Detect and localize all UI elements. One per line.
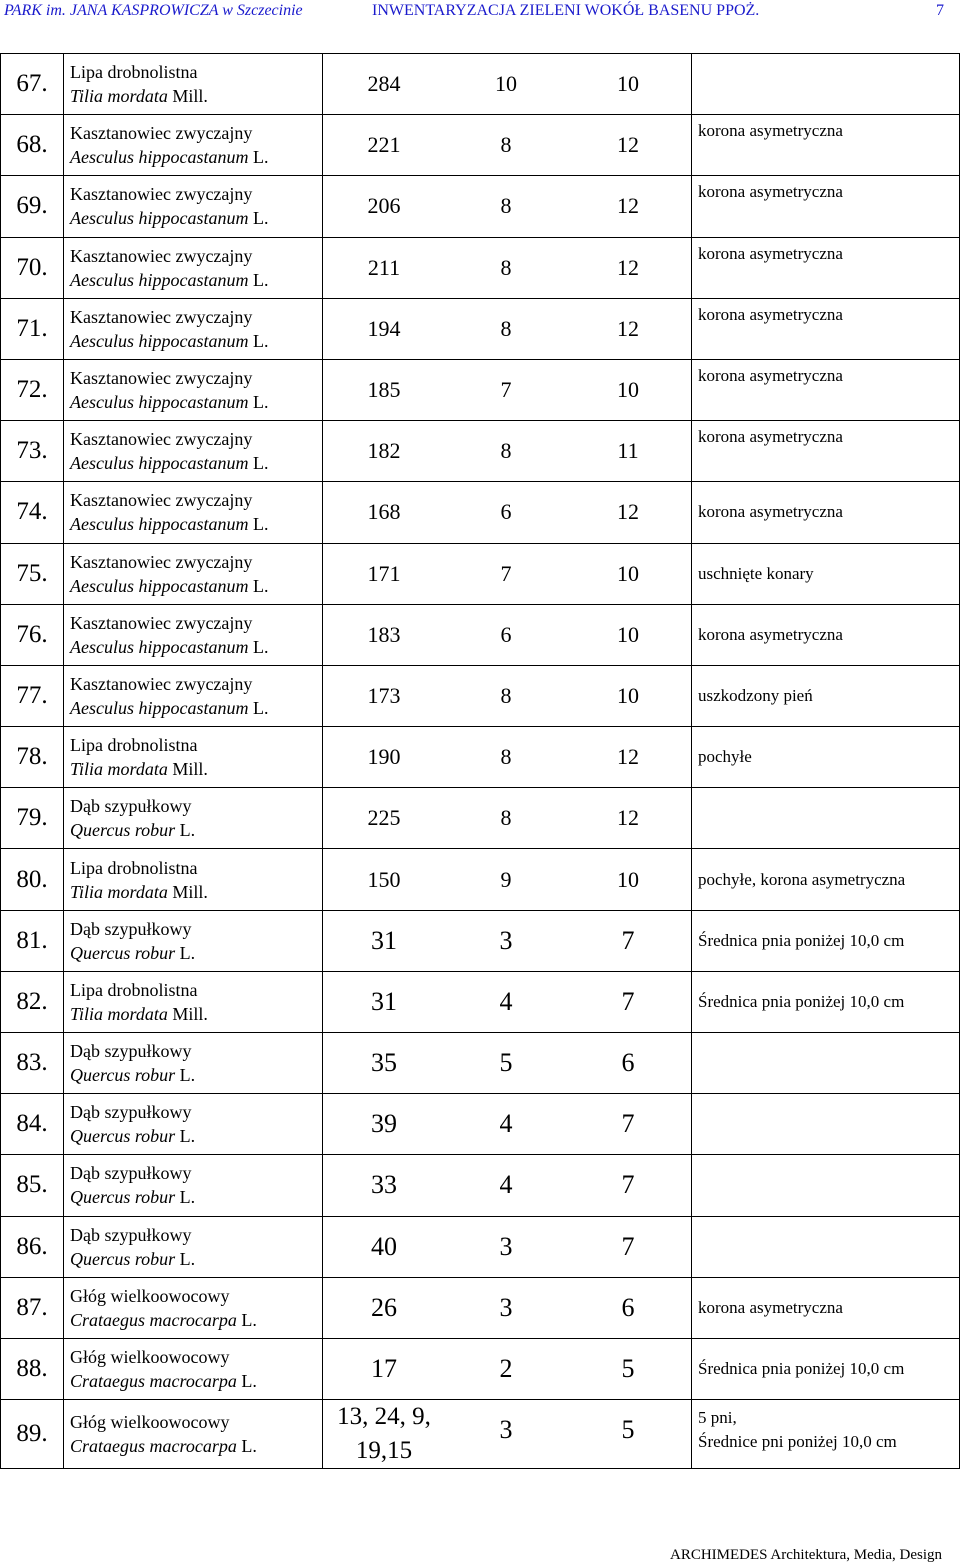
- tree-number: 72.: [1, 359, 64, 420]
- species-author: Mill.: [172, 881, 208, 902]
- species-cell: [64, 1216, 323, 1277]
- species-author: L.: [252, 330, 269, 351]
- trunk-circumference: 173: [367, 682, 401, 708]
- species-latin-name: Crataegus macrocarpa: [70, 1309, 237, 1330]
- crown-diameter: 6: [621, 1292, 635, 1322]
- species-latin-name: Quercus robur: [70, 820, 176, 841]
- crown-diameter: 12: [617, 315, 639, 341]
- remarks-cell: [692, 54, 960, 115]
- species-latin-name: Tilia mordata: [70, 86, 168, 107]
- table-row: [1, 788, 960, 849]
- page-footer: ARCHIMEDES Architektura, Media, Design: [670, 1547, 943, 1563]
- species-latin-line: [70, 1434, 322, 1458]
- tree-height: 3: [499, 1292, 513, 1322]
- tree-height: 8: [500, 438, 512, 464]
- crown-diameter: 7: [621, 925, 635, 955]
- species-latin-line: [70, 145, 322, 169]
- tree-number: 87.: [1, 1277, 64, 1338]
- tree-number: 71.: [1, 298, 64, 359]
- species-author: L.: [179, 820, 196, 841]
- table-row: [1, 665, 960, 726]
- species-latin-line: [70, 329, 322, 353]
- species-cell: [64, 482, 323, 543]
- species-polish-name: Lipa drobnolistna: [70, 857, 198, 878]
- measurements-cell: [323, 421, 692, 482]
- tree-height: 8: [500, 193, 512, 219]
- species-author: L.: [252, 575, 269, 596]
- species-latin-name: Tilia mordata: [70, 759, 168, 780]
- table-row: [1, 910, 960, 971]
- table-row: [1, 727, 960, 788]
- crown-diameter: 10: [617, 682, 639, 708]
- species-latin-name: Aesculus hippocastanum: [70, 208, 249, 229]
- species-author: Mill.: [172, 86, 208, 107]
- species-polish-name: Głóg wielkoowocowy: [70, 1412, 230, 1433]
- table-row: [1, 543, 960, 604]
- remarks-cell: uszkodzony pień: [692, 665, 960, 726]
- species-cell: [64, 421, 323, 482]
- species-polish-name: Kasztanowiec zwyczajny: [70, 551, 253, 572]
- tree-number: 85.: [1, 1155, 64, 1216]
- species-cell: [64, 910, 323, 971]
- species-polish-name: Lipa drobnolistna: [70, 62, 198, 83]
- trunk-circumference: 35: [371, 1048, 397, 1078]
- species-latin-line: [70, 941, 322, 965]
- species-polish-name: Dąb szypułkowy: [70, 918, 192, 939]
- species-polish-name: Lipa drobnolistna: [70, 979, 198, 1000]
- trunk-circumference: 40: [371, 1231, 397, 1261]
- species-latin-name: Quercus robur: [70, 942, 176, 963]
- remarks-cell: uschnięte konary: [692, 543, 960, 604]
- species-polish-name: Kasztanowiec zwyczajny: [70, 612, 253, 633]
- species-author: L.: [179, 1248, 196, 1269]
- trunk-circumference: 31: [371, 986, 397, 1016]
- species-author: L.: [252, 636, 269, 657]
- trunk-circumference-line-2: 19,15: [355, 1437, 413, 1465]
- measurements-cell: [323, 298, 692, 359]
- crown-diameter: 12: [617, 744, 639, 770]
- remarks-cell: [692, 1033, 960, 1094]
- trunk-circumference: 190: [367, 744, 401, 770]
- trunk-circumference: 39: [371, 1109, 397, 1139]
- remarks-cell: [692, 1216, 960, 1277]
- tree-number: 76.: [1, 604, 64, 665]
- tree-height: 6: [500, 499, 512, 525]
- species-latin-line: [70, 268, 322, 292]
- species-latin-line: [70, 574, 322, 598]
- trunk-circumference: 171: [367, 560, 401, 586]
- species-author: L.: [252, 697, 269, 718]
- trunk-circumference: 182: [367, 438, 401, 464]
- tree-number: 84.: [1, 1094, 64, 1155]
- table-row: [1, 1400, 960, 1469]
- tree-height: 8: [500, 132, 512, 158]
- species-author: L.: [252, 208, 269, 229]
- crown-diameter: 12: [617, 193, 639, 219]
- species-latin-line: [70, 696, 322, 720]
- header-park-name: PARK im. JANA KASPROWICZA w Szczecinie: [4, 2, 303, 19]
- crown-diameter: 12: [617, 132, 639, 158]
- species-cell: [64, 115, 323, 176]
- species-latin-name: Aesculus hippocastanum: [70, 697, 249, 718]
- measurements-cell: [323, 237, 692, 298]
- measurements-cell: [323, 1155, 692, 1216]
- remarks-cell: Średnica pnia poniżej 10,0 cm: [692, 1338, 960, 1399]
- species-latin-name: Crataegus macrocarpa: [70, 1371, 237, 1392]
- table-row: [1, 54, 960, 115]
- page-header: [0, 0, 960, 22]
- remarks-cell: [692, 1094, 960, 1155]
- species-latin-name: Crataegus macrocarpa: [70, 1436, 237, 1457]
- species-polish-name: Kasztanowiec zwyczajny: [70, 306, 253, 327]
- tree-number: 70.: [1, 237, 64, 298]
- crown-diameter: 10: [617, 377, 639, 403]
- trunk-circumference: 168: [367, 499, 401, 525]
- species-author: L.: [179, 1187, 196, 1208]
- table-row: [1, 237, 960, 298]
- measurements-cell: [323, 115, 692, 176]
- table-row: [1, 1033, 960, 1094]
- species-author: L.: [179, 942, 196, 963]
- measurements-cell: [323, 604, 692, 665]
- species-cell: [64, 1155, 323, 1216]
- crown-diameter: 7: [621, 1170, 635, 1200]
- measurements-cell: [323, 910, 692, 971]
- species-latin-name: Aesculus hippocastanum: [70, 269, 249, 290]
- species-latin-line: [70, 451, 322, 475]
- remarks-cell: korona asymetryczna: [692, 421, 960, 482]
- remarks-cell: korona asymetryczna: [692, 115, 960, 176]
- species-polish-name: Dąb szypułkowy: [70, 796, 192, 817]
- table-row: [1, 359, 960, 420]
- tree-height: 10: [495, 71, 517, 97]
- species-latin-line: [70, 512, 322, 536]
- table-row: [1, 1216, 960, 1277]
- species-latin-name: Aesculus hippocastanum: [70, 514, 249, 535]
- tree-height: 8: [500, 744, 512, 770]
- species-polish-name: Kasztanowiec zwyczajny: [70, 368, 253, 389]
- crown-diameter: 10: [617, 866, 639, 892]
- tree-number: 81.: [1, 910, 64, 971]
- species-polish-name: Głóg wielkoowocowy: [70, 1347, 230, 1368]
- measurements-cell: [323, 1216, 692, 1277]
- table-row: [1, 115, 960, 176]
- species-latin-name: Aesculus hippocastanum: [70, 575, 249, 596]
- species-cell: [64, 665, 323, 726]
- species-polish-name: Dąb szypułkowy: [70, 1224, 192, 1245]
- measurements-cell: [323, 971, 692, 1032]
- species-latin-name: Tilia mordata: [70, 1003, 168, 1024]
- species-latin-name: Aesculus hippocastanum: [70, 636, 249, 657]
- species-author: L.: [252, 453, 269, 474]
- species-cell: [64, 359, 323, 420]
- table-row: [1, 1155, 960, 1216]
- species-cell: [64, 727, 323, 788]
- species-author: L.: [252, 269, 269, 290]
- crown-diameter: 12: [617, 805, 639, 831]
- species-author: L.: [252, 147, 269, 168]
- tree-height: 6: [500, 621, 512, 647]
- table-row: [1, 1094, 960, 1155]
- tree-height: 4: [499, 986, 513, 1016]
- species-author: Mill.: [172, 1003, 208, 1024]
- species-author: L.: [241, 1436, 257, 1457]
- species-author: L.: [179, 1126, 196, 1147]
- species-polish-name: Dąb szypułkowy: [70, 1041, 192, 1062]
- species-cell: [64, 1400, 323, 1469]
- species-polish-name: Kasztanowiec zwyczajny: [70, 245, 253, 266]
- tree-number: 79.: [1, 788, 64, 849]
- tree-height: 8: [500, 315, 512, 341]
- species-author: Mill.: [172, 759, 208, 780]
- tree-height: 4: [499, 1170, 513, 1200]
- species-cell: [64, 1338, 323, 1399]
- species-polish-name: Kasztanowiec zwyczajny: [70, 123, 253, 144]
- tree-height: 4: [499, 1109, 513, 1139]
- species-polish-name: Kasztanowiec zwyczajny: [70, 490, 253, 511]
- tree-height: 8: [500, 682, 512, 708]
- crown-diameter: 6: [621, 1048, 635, 1078]
- species-author: L.: [241, 1371, 257, 1392]
- species-latin-line: [70, 84, 322, 108]
- measurements-cell: [323, 482, 692, 543]
- trunk-circumference: 211: [367, 254, 401, 280]
- tree-number: 73.: [1, 421, 64, 482]
- species-latin-line: [70, 1247, 322, 1271]
- table-row: [1, 176, 960, 237]
- crown-diameter: 10: [617, 71, 639, 97]
- header-document-title: INWENTARYZACJA ZIELENI WOKÓŁ BASENU PPOŻ.: [372, 2, 760, 19]
- table-row: [1, 604, 960, 665]
- tree-height: 3: [499, 1231, 513, 1261]
- species-cell: [64, 788, 323, 849]
- tree-height: 5: [499, 1048, 513, 1078]
- remarks-cell: [692, 788, 960, 849]
- species-latin-name: Quercus robur: [70, 1065, 176, 1086]
- species-latin-name: Quercus robur: [70, 1126, 176, 1147]
- crown-diameter: 5: [621, 1414, 635, 1444]
- remarks-cell: pochyłe: [692, 727, 960, 788]
- measurements-cell: [323, 1400, 692, 1469]
- tree-number: 69.: [1, 176, 64, 237]
- remarks-cell: korona asymetryczna: [692, 298, 960, 359]
- trunk-circumference: 185: [367, 377, 401, 403]
- table-row: [1, 421, 960, 482]
- species-cell: [64, 1033, 323, 1094]
- species-latin-name: Aesculus hippocastanum: [70, 453, 249, 474]
- tree-height: 3: [499, 1414, 513, 1444]
- measurements-cell: [323, 849, 692, 910]
- remarks-cell: korona asymetryczna: [692, 604, 960, 665]
- measurements-cell: [323, 1338, 692, 1399]
- species-cell: [64, 543, 323, 604]
- trunk-circumference: 26: [371, 1292, 397, 1322]
- tree-number: 86.: [1, 1216, 64, 1277]
- crown-diameter: 12: [617, 254, 639, 280]
- crown-diameter: 11: [617, 438, 639, 464]
- trunk-circumference: 183: [367, 621, 401, 647]
- species-cell: [64, 1277, 323, 1338]
- measurements-cell: [323, 788, 692, 849]
- tree-height: 8: [500, 805, 512, 831]
- trunk-circumference: 33: [371, 1170, 397, 1200]
- table-row: [1, 971, 960, 1032]
- species-latin-line: [70, 1124, 322, 1148]
- trunk-circumference: 31: [371, 925, 397, 955]
- crown-diameter: 10: [617, 621, 639, 647]
- species-latin-line: [70, 1002, 322, 1026]
- species-author: L.: [241, 1309, 257, 1330]
- tree-height: 8: [500, 254, 512, 280]
- trunk-circumference: 206: [367, 193, 401, 219]
- species-latin-line: [70, 390, 322, 414]
- species-cell: [64, 54, 323, 115]
- species-polish-name: Kasztanowiec zwyczajny: [70, 429, 253, 450]
- tree-height: 3: [499, 925, 513, 955]
- species-latin-line: [70, 1063, 322, 1087]
- remarks-cell: korona asymetryczna: [692, 1277, 960, 1338]
- crown-diameter: 7: [621, 1109, 635, 1139]
- species-polish-name: Kasztanowiec zwyczajny: [70, 184, 253, 205]
- species-latin-line: [70, 206, 322, 230]
- species-latin-name: Quercus robur: [70, 1187, 176, 1208]
- species-polish-name: Dąb szypułkowy: [70, 1102, 192, 1123]
- tree-number: 80.: [1, 849, 64, 910]
- table-row: [1, 482, 960, 543]
- species-cell: [64, 971, 323, 1032]
- remarks-cell: [692, 1155, 960, 1216]
- tree-inventory-table: [0, 53, 960, 1469]
- tree-number: 78.: [1, 727, 64, 788]
- measurements-cell: [323, 1033, 692, 1094]
- tree-number: 74.: [1, 482, 64, 543]
- species-latin-line: [70, 1185, 322, 1209]
- tree-number: 89.: [1, 1400, 64, 1469]
- table-row: [1, 849, 960, 910]
- tree-number: 83.: [1, 1033, 64, 1094]
- tree-height: 9: [500, 866, 512, 892]
- species-cell: [64, 176, 323, 237]
- species-cell: [64, 849, 323, 910]
- species-cell: [64, 604, 323, 665]
- crown-diameter: 7: [621, 1231, 635, 1261]
- trunk-circumference: 17: [371, 1354, 397, 1384]
- measurements-cell: [323, 176, 692, 237]
- trunk-circumference: 150: [367, 866, 401, 892]
- tree-height: 7: [500, 560, 512, 586]
- tree-number: 88.: [1, 1338, 64, 1399]
- table-row: [1, 1338, 960, 1399]
- crown-diameter: 12: [617, 499, 639, 525]
- trunk-circumference: 225: [367, 805, 401, 831]
- species-latin-line: [70, 1369, 322, 1393]
- tree-height: 2: [499, 1354, 513, 1384]
- species-cell: [64, 237, 323, 298]
- trunk-circumference: 194: [367, 315, 401, 341]
- measurements-cell: [323, 543, 692, 604]
- measurements-cell: [323, 727, 692, 788]
- trunk-circumference: 284: [367, 71, 401, 97]
- species-cell: [64, 1094, 323, 1155]
- page-number: 7: [936, 2, 944, 19]
- species-polish-name: Kasztanowiec zwyczajny: [70, 673, 253, 694]
- species-latin-line: [70, 818, 322, 842]
- table-row: [1, 298, 960, 359]
- measurements-cell: [323, 665, 692, 726]
- table-last-row-group: [1, 1400, 960, 1469]
- species-latin-name: Tilia mordata: [70, 881, 168, 902]
- tree-number: 82.: [1, 971, 64, 1032]
- tree-number: 67.: [1, 54, 64, 115]
- measurements-cell: [323, 54, 692, 115]
- trunk-circumference: 221: [367, 132, 401, 158]
- remarks-cell: Średnica pnia poniżej 10,0 cm: [692, 971, 960, 1032]
- crown-diameter: 7: [621, 986, 635, 1016]
- tree-number: 77.: [1, 665, 64, 726]
- tree-number: 75.: [1, 543, 64, 604]
- remarks-cell: pochyłe, korona asymetryczna: [692, 849, 960, 910]
- measurements-cell: [323, 1094, 692, 1155]
- species-author: L.: [179, 1065, 196, 1086]
- remarks-cell: korona asymetryczna: [692, 482, 960, 543]
- species-author: L.: [252, 514, 269, 535]
- remarks-cell: korona asymetryczna: [692, 237, 960, 298]
- remarks-cell: korona asymetryczna: [692, 176, 960, 237]
- remarks-cell: korona asymetryczna: [692, 359, 960, 420]
- remarks-line-1: 5 pni,: [698, 1408, 737, 1428]
- crown-diameter: 5: [621, 1354, 635, 1384]
- measurements-cell: [323, 1277, 692, 1338]
- species-latin-line: [70, 880, 322, 904]
- table-body: [1, 54, 960, 1400]
- species-latin-name: Quercus robur: [70, 1248, 176, 1269]
- trunk-circumference-line-1: 13, 24, 9,: [337, 1403, 431, 1431]
- tree-height: 7: [500, 377, 512, 403]
- species-latin-name: Aesculus hippocastanum: [70, 330, 249, 351]
- tree-number: 68.: [1, 115, 64, 176]
- trunk-circumference: [323, 1400, 445, 1468]
- species-author: L.: [252, 392, 269, 413]
- remarks-line-2: Średnice pni poniżej 10,0 cm: [698, 1432, 897, 1452]
- species-latin-line: [70, 757, 322, 781]
- measurements-cell: [323, 359, 692, 420]
- species-latin-line: [70, 1308, 322, 1332]
- species-latin-name: Aesculus hippocastanum: [70, 392, 249, 413]
- species-polish-name: Lipa drobnolistna: [70, 735, 198, 756]
- crown-diameter: 10: [617, 560, 639, 586]
- species-polish-name: Dąb szypułkowy: [70, 1163, 192, 1184]
- species-cell: [64, 298, 323, 359]
- remarks-cell: Średnica pnia poniżej 10,0 cm: [692, 910, 960, 971]
- species-latin-line: [70, 635, 322, 659]
- table-row: [1, 1277, 960, 1338]
- species-polish-name: Głóg wielkoowocowy: [70, 1285, 230, 1306]
- remarks-cell: [692, 1400, 960, 1469]
- species-latin-name: Aesculus hippocastanum: [70, 147, 249, 168]
